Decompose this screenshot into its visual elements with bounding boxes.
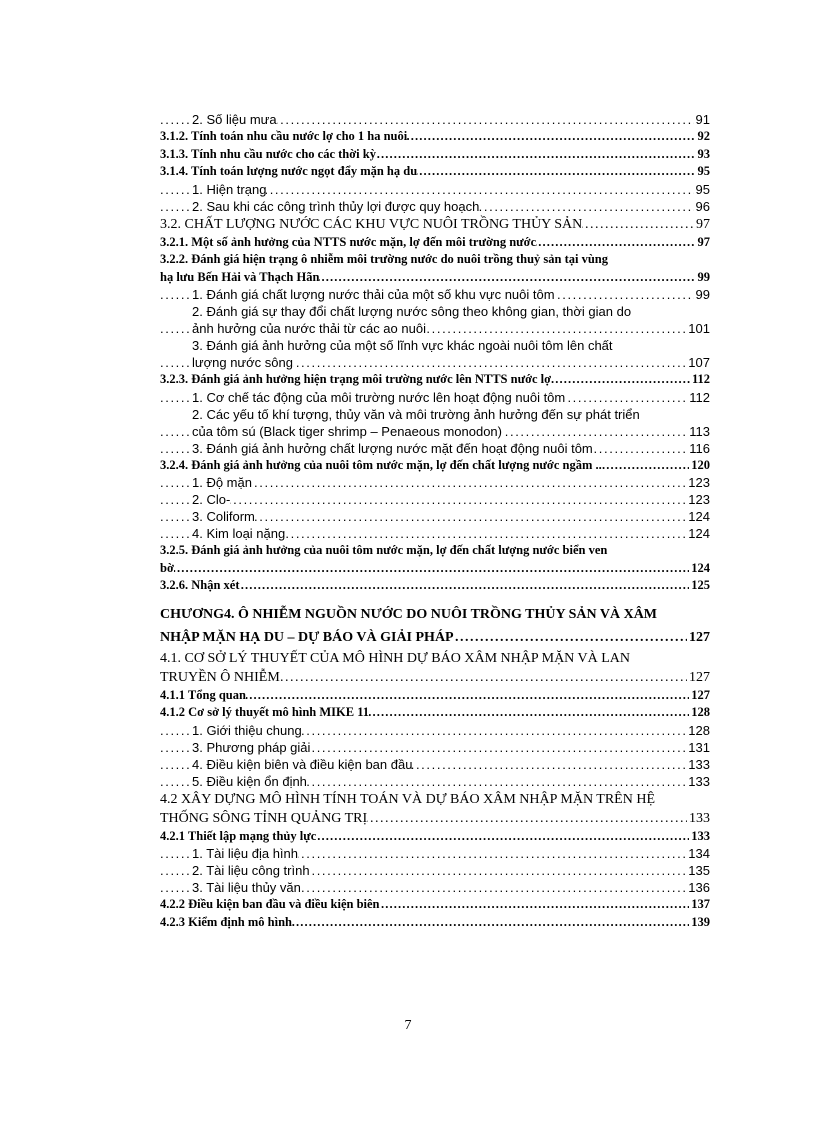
toc-entry: 3.2. CHẤT LƯỢNG NƯỚC CÁC KHU VỰC NUÔI TRỒNG THỦY SẢN 97 . . . [160, 215, 710, 234]
toc-entry-line: 3.2.2. Đánh giá hiện trạng ô nhiễm môi trường nước do nuôi trồng thuỷ sản tại vùng [160, 252, 609, 266]
toc-entry: 2. Số liệu mưa 91 . . . [160, 111, 710, 128]
toc-entry: 3.2.1. Một số ảnh hưởng của NTTS nước mặn, lợ đến môi trường nước 97 . . . [160, 234, 710, 252]
toc-entry: hạ lưu Bến Hải và Thạch Hãn 99 . . . [160, 269, 710, 287]
toc-entry: 3.1.3. Tính nhu cầu nước cho các thời kỳ 93 . . . [160, 146, 710, 164]
toc-entry: lượng nước sông 107 . . . [160, 354, 710, 371]
toc-entry: 3. Đánh giá ảnh hưởng chất lượng nước mặt đến hoạt động nuôi tôm 116 . . . [160, 440, 710, 457]
toc-entry: 2. Clo- 123 . . . [160, 491, 710, 508]
toc-entry: TRUYỀN Ô NHIỄM 127 . . . [160, 668, 710, 687]
toc-entry: 1. Độ mặn 123 . . . [160, 474, 710, 491]
toc-entry: 3. Tài liệu thủy văn 136 . . . [160, 879, 710, 896]
toc-entry: bờ 124 . . . [160, 560, 710, 578]
toc-entry: 3.2.3. Đánh giá ảnh hưởng hiện trạng môi trường nước lên NTTS nước lợ 112 . . . [160, 371, 710, 389]
toc-entry: của tôm sú (Black tiger shrimp – Penaeous monodon) 113 . . . [160, 423, 710, 440]
toc-entry: ảnh hưởng của nước thải từ các ao nuôi 101 . . . [160, 320, 710, 337]
toc-entry: 3.2.4. Đánh giá ảnh hưởng của nuôi tôm nước mặn, lợ đến chất lượng nước ngầm .. 120 . . . [160, 457, 710, 475]
toc-entry: 1. Hiện trạng 95 . . . [160, 181, 710, 198]
toc-entry: 4.2.3 Kiểm định mô hình 139 . . . [160, 914, 710, 932]
toc-entry: 3.1.4. Tính toán lượng nước ngọt đẩy mặn hạ du 95 . . . [160, 163, 710, 181]
toc-entry-line: 3. Đánh giá ảnh hưởng của một số lĩnh vực khác ngoài nuôi tôm lên chất [192, 338, 613, 353]
toc-entry: 1. Tài liệu địa hình 134 . . . [160, 845, 710, 862]
toc-entry: 1. Cơ chế tác động của môi trường nước lên hoạt động nuôi tôm 112 . . . [160, 389, 710, 406]
toc-entry-line: 3.2.5. Đánh giá ảnh hưởng của nuôi tôm nước mặn, lợ đến chất lượng nước biển ven [160, 543, 608, 557]
toc-entry: 3.1.2. Tính toán nhu cầu nước lợ cho 1 ha nuôi 92 . . . [160, 128, 710, 146]
toc-entry: 4. Điều kiện biên và điều kiện ban đầu 133 . . . [160, 756, 710, 773]
toc-entry-line: 2. Các yếu tố khí tượng, thủy văn và môi trường ảnh hưởng đến sự phát triển [192, 406, 640, 422]
toc-entry: 2. Tài liệu công trình 135 . . . [160, 862, 710, 879]
toc-entry: 4. Kim loại nặng 124 . . . [160, 525, 710, 542]
toc-entry-line: 4.1. CƠ SỞ LÝ THUYẾT CỦA MÔ HÌNH DỰ BÁO XÂM NHẬP MẶN VÀ LAN [160, 650, 631, 666]
toc-entry: 4.1.2 Cơ sở lý thuyết mô hình MIKE 11 128 . . . [160, 704, 710, 722]
toc-entry: 3. Phương pháp giải 131 . . . [160, 739, 710, 756]
toc-chapter-line: CHƯƠNG4. Ô NHIỄM NGUỒN NƯỚC DO NUÔI TRỒNG THỦY SẢN VÀ XÂM [160, 606, 658, 622]
toc-entry: 2. Sau khi các công trình thủy lợi được quy hoạch 96 . . . [160, 198, 710, 215]
toc-entry: 4.1.1 Tổng quan 127 . . . [160, 687, 710, 705]
toc-entry: 3. Coliform 124 . . . [160, 508, 710, 525]
toc-entry-line: 4.2 XÂY DỰNG MÔ HÌNH TÍNH TOÁN VÀ DỰ BÁO XÂM NHẬP MẶN TRÊN HỆ [160, 791, 656, 807]
toc-entry: 5. Điều kiện ổn định 133 . . . [160, 773, 710, 790]
toc-entry: 1. Đánh giá chất lượng nước thải của một số khu vực nuôi tôm 99 . . . [160, 286, 710, 303]
toc-entry: 1. Giới thiệu chung 128 . . . [160, 722, 710, 739]
toc-chapter: NHẬP MẶN HẠ DU – DỰ BÁO VÀ GIẢI PHÁP 127 . . . [160, 626, 710, 649]
table-of-contents [160, 111, 710, 931]
toc-entry-line: 2. Đánh giá sự thay đổi chất lượng nước sông theo không gian, thời gian do [192, 304, 632, 319]
toc-entry: 3.2.6. Nhận xét 125 . . . [160, 577, 710, 595]
toc-entry: 4.2.2 Điều kiện ban đầu và điều kiện biên 137 . . . [160, 896, 710, 914]
toc-entry: THỐNG SÔNG TỈNH QUẢNG TRỊ 133 . . . [160, 809, 710, 828]
toc-entry: 4.2.1 Thiết lập mạng thủy lực 133 . . . [160, 828, 710, 846]
page-number: 7 [404, 1018, 412, 1033]
